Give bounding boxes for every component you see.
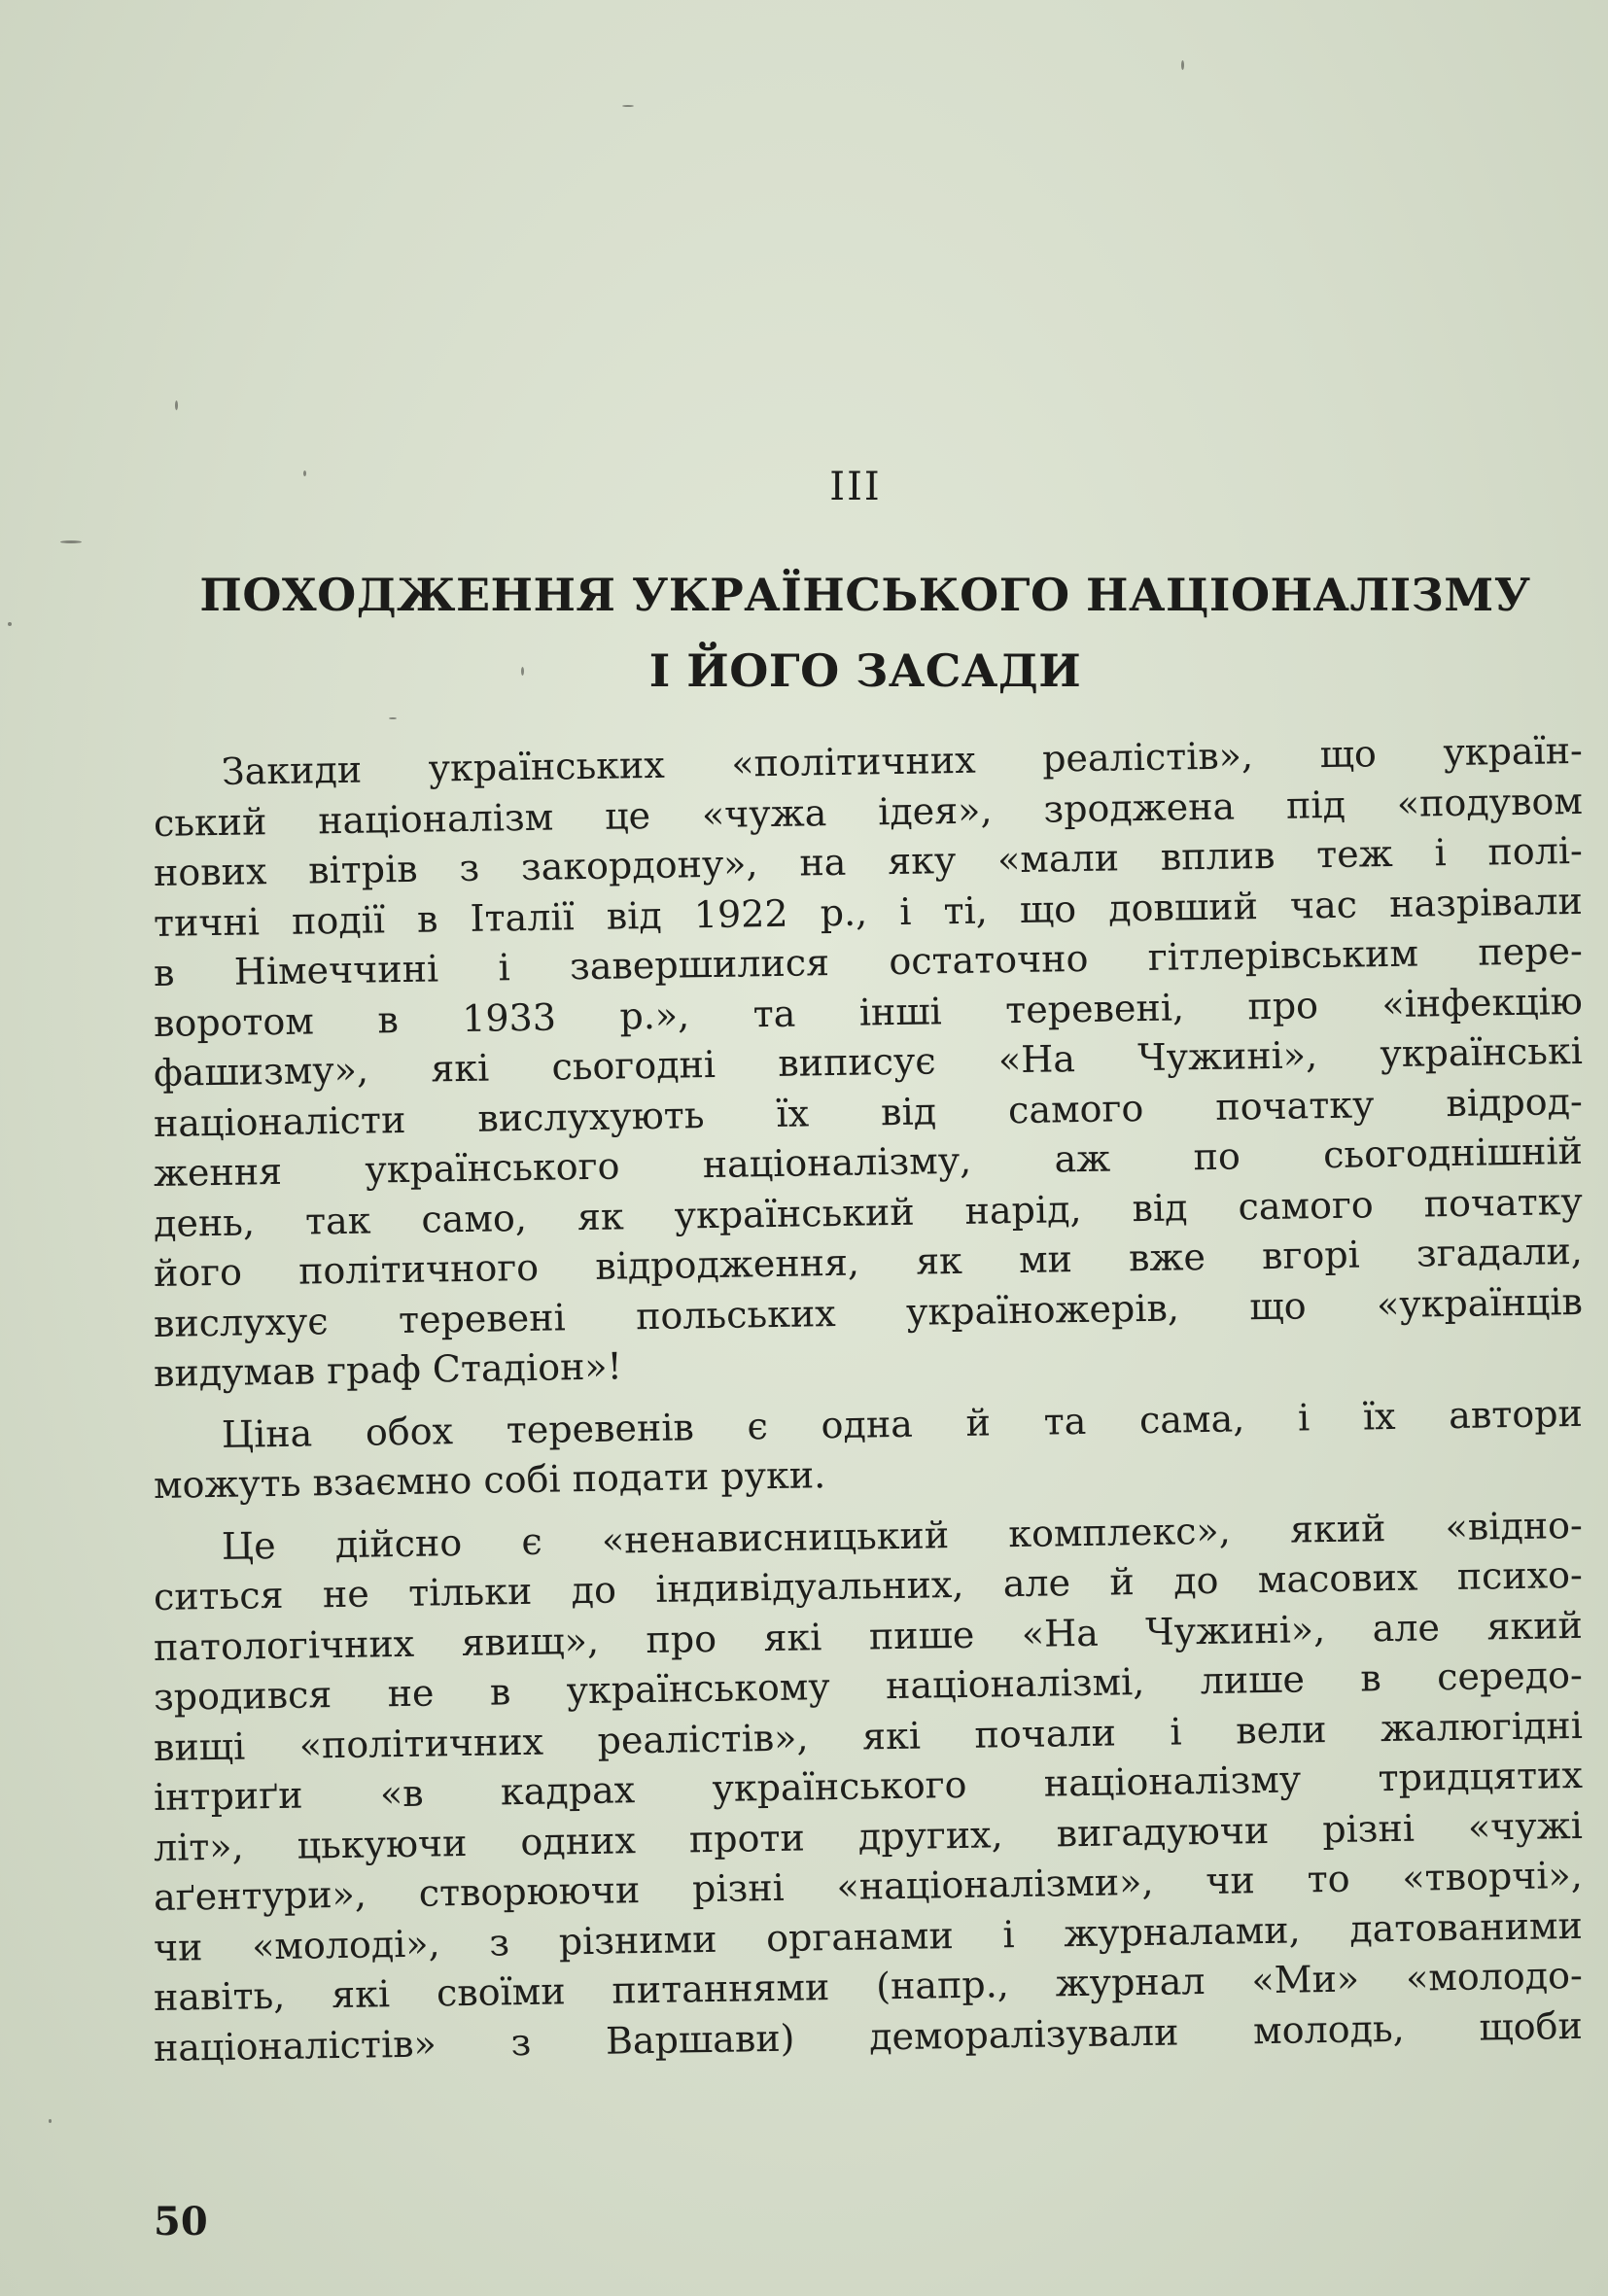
text-line: тичні події в Італії від 1922 р., і ті, що довший час назрівали [153, 879, 1584, 945]
text-line: в Німеччині і завершилися остаточно гітлерівським пере- [153, 928, 1584, 994]
text-line: вищі «політичних реалістів», які почали і вели жалюгідні [153, 1703, 1584, 1769]
text-line: вислухує теревені польських україножерів, що «українців [153, 1279, 1584, 1345]
text-line: можуть взаємно собі подати руки. [153, 1453, 826, 1507]
text-line: видумав граф Стадіон»! [153, 1344, 623, 1395]
chapter-title-line-1: ПОХОДЖЕННЯ УКРАЇНСЬКОГО НАЦІОНАЛІЗМУ [199, 569, 1531, 621]
scan-speck [622, 105, 634, 107]
text-line: ження українського націоналізму, аж по сьогоднішній [153, 1129, 1584, 1195]
text-line: ситься не тільки до індивідуальних, але й до масових психо- [153, 1552, 1584, 1618]
text-line: його політичного відродження, як ми вже вгорі згадали, [153, 1229, 1584, 1295]
text-line: націоналістів» з Варшави) деморалізували молодь, щоби [153, 2003, 1584, 2070]
chapter-body [153, 728, 1584, 2073]
scan-speck [175, 400, 178, 410]
text-line: Закиди українських «політичних реалістів», що україн- [221, 728, 1584, 793]
text-line: нових вітрів з закордону», на яку «мали вплив теж і полі- [153, 828, 1584, 894]
scan-speck [1181, 60, 1184, 70]
text-line: інтриґи «в кадрах українського націоналізму тридцятих [153, 1753, 1584, 1819]
text-line: патологічних явищ», про які пише «На Чужині», але який [153, 1603, 1584, 1669]
text-line: націоналісти вислухують їх від самого початку відрод- [153, 1079, 1584, 1145]
text-line: аґентури», створюючи різні «націоналізми», чи то «творчі», [153, 1853, 1584, 1919]
chapter-title-line-2: І ЙОГО ЗАСАДИ [648, 644, 1082, 697]
scan-speck [49, 2119, 52, 2123]
text-line: ський націоналізм це «чужа ідея», зроджена під «подувом [153, 779, 1584, 845]
text-line: Це дійсно є «ненависницький комплекс», який «відно- [221, 1503, 1584, 1568]
text-line: Ціна обох теревенів є одна й та сама, і їх автори [221, 1391, 1584, 1456]
text-line: день, так само, як український нарід, від самого початку [153, 1179, 1584, 1245]
scan-speck [389, 717, 397, 719]
text-line: зродився не в українському націоналізмі, лише в середо- [153, 1652, 1584, 1719]
scan-speck [60, 540, 82, 543]
scan-speck [8, 622, 12, 626]
text-line: воротом в 1933 р.», та інші теревені, про «інфекцію [153, 979, 1584, 1045]
chapter-number: III [829, 465, 882, 509]
text-line: чи «молоді», з різними органами і журналами, датованими [153, 1903, 1584, 1969]
text-line: фашизму», які сьогодні виписує «На Чужині», українські [153, 1028, 1584, 1095]
page-number: 50 [154, 2199, 208, 2244]
text-line: навіть, які своїми питаннями (напр., журнал «Ми» «молодо- [153, 1953, 1584, 2019]
text-line: літ», цькуючи одних проти других, вигадуючи різні «чужі [153, 1803, 1584, 1869]
